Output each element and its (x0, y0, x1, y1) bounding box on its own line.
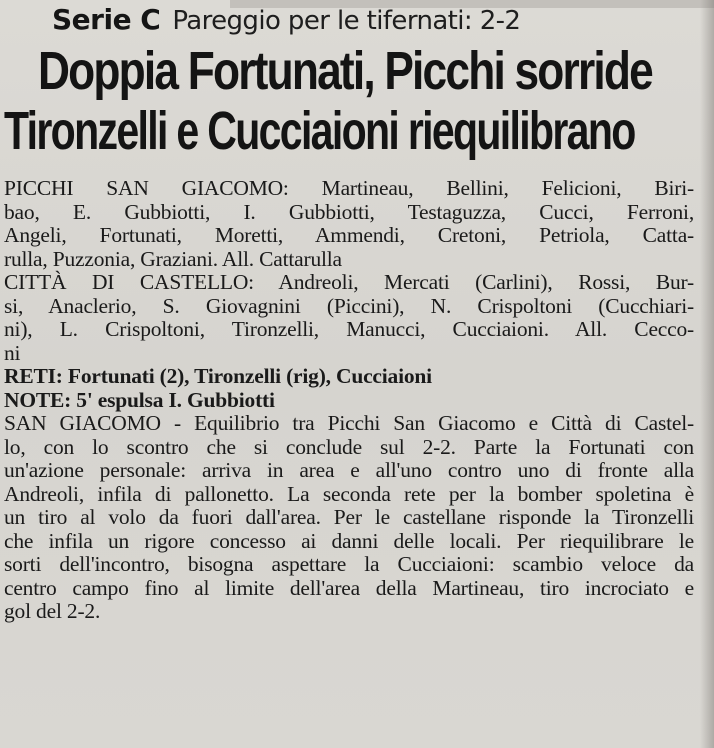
lineup-home-line: Angeli, Fortunati, Moretti, Ammendi, Cretoni, Petriola, Catta- (4, 223, 694, 247)
report-line: lo, con lo scontro che si conclude sul 2-2. Parte la Fortunati con (4, 434, 694, 459)
notes-line: NOTE: 5' espulsa I. Gubbiotti (4, 387, 275, 412)
report-line: SAN GIACOMO - Equilibrio tra Picchi San Giacomo e Città di Castel- (4, 411, 694, 435)
lineup-away-line: CITTÀ DI CASTELLO: Andreoli, Mercati (Carlini), Rossi, Bur- (4, 270, 694, 294)
lineup-home (4, 177, 694, 271)
report-line: gol del 2-2. (4, 599, 101, 623)
report-line: sorti dell'incontro, bisogna aspettare la Cucciaioni: scambio veloce da (4, 552, 694, 576)
lineup-away-line: si, Anaclerio, S. Giovagnini (Piccini), N. Crispoltoni (Cucchiari- (4, 293, 694, 318)
report-line: che infila un rigore concesso ai danni delle locali. Per riequilibrare le (4, 528, 694, 553)
lineup-home-line: bao, E. Gubbiotti, I. Gubbiotti, Testaguzza, Cucci, Ferroni, (4, 199, 694, 224)
lineup-away-line: ni (4, 340, 21, 365)
headline-line-2: Tironzelli e Cucciaioni riequilibrano (4, 101, 635, 161)
lineup-away-line: ni), L. Crispoltoni, Tironzelli, Manucci, Cucciaioni. All. Cecco- (4, 317, 694, 341)
goals-line: RETI: Fortunati (2), Tironzelli (rig), Cucciaioni (4, 364, 432, 388)
kicker-subtitle: Pareggio per le tifernati: 2-2 (172, 6, 521, 36)
lineup-away (4, 271, 694, 365)
report-line: centro campo fino al limite dell'area della Martineau, tiro incrociato e (4, 575, 694, 600)
scan-shadow-right (700, 0, 714, 748)
report-line: Andreoli, infila di pallonetto. La seconda rete per la bomber spoletina è (4, 481, 694, 506)
lineup-home-line: rulla, Puzzonia, Graziani. All. Cattarulla (4, 246, 342, 271)
report-line: un tiro al volo da fuori dall'area. Per le castellane risponde la Tironzelli (4, 505, 694, 529)
kicker (52, 2, 520, 38)
article-body (4, 177, 694, 624)
report-line: un'azione personale: arriva in area e all'uno contro uno di fronte alla (4, 458, 694, 482)
section-label: Serie C (52, 3, 161, 36)
match-report (4, 412, 694, 624)
lineup-home-line: PICCHI SAN GIACOMO: Martineau, Bellini, Felicioni, Biri- (4, 176, 694, 200)
headline-line-1: Doppia Fortunati, Picchi sorride (38, 41, 652, 101)
